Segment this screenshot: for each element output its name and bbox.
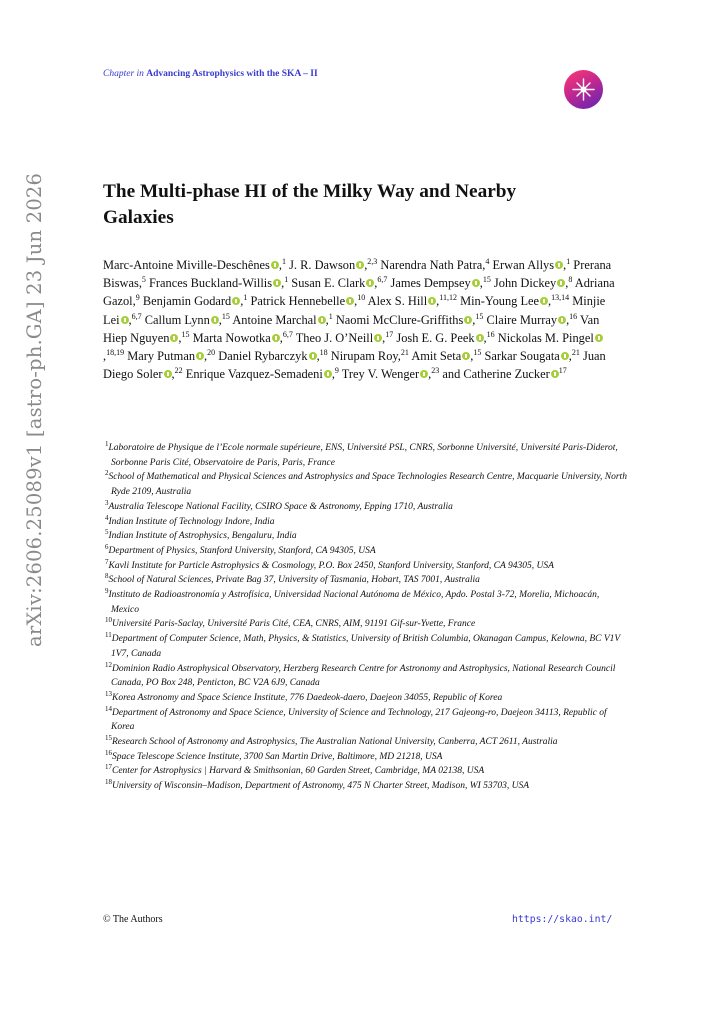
author-affiliation-mark: 17	[558, 366, 567, 376]
author-entry: John Dickey ,$^8$	[493, 275, 573, 291]
affiliation-text: School of Mathematical and Physical Sciences and Astrophysics and Space Technologies Research Centre, Macquarie University, North Ryde 2109, Australia	[108, 472, 627, 498]
orcid-icon[interactable]	[540, 297, 548, 305]
author-affiliation-mark: 15	[473, 347, 482, 357]
author-name: Mary Putman	[127, 349, 196, 364]
author-name: Nirupam Roy	[330, 349, 398, 364]
author-entry: Van Hiep Nguyen ,$^{15}$	[103, 312, 600, 345]
arxiv-id[interactable]: arXiv:2606.25089v1 [astro-ph.GA] 23 Jun 2026	[23, 172, 46, 647]
orcid-icon[interactable]	[561, 352, 569, 360]
author-entry: Juan Diego Soler ,$^{22}$	[103, 349, 606, 382]
orcid-icon[interactable]	[211, 316, 219, 324]
author-affiliation-mark: 1	[281, 256, 286, 266]
author-entry: Prerana Biswas,$^5$	[103, 258, 612, 291]
author-entry: Patrick Hennebelle ,$^{10}$	[250, 293, 366, 309]
affiliation-text: Indian Institute of Astrophysics, Bengaluru, India	[108, 531, 297, 542]
orcid-icon[interactable]	[420, 370, 428, 378]
author-affiliation-mark: 10	[357, 293, 366, 303]
chapter-book-title[interactable]: Advancing Astrophysics with the SKA – II	[146, 69, 318, 79]
author-affiliation-mark: 18	[319, 347, 328, 357]
author-entry: Josh E. G. Peek ,$^{16}$	[396, 329, 495, 345]
author-name: Trey V. Wenger	[341, 367, 420, 382]
affiliation-item	[103, 573, 628, 588]
author-affiliation-mark: 6,7	[377, 275, 388, 285]
author-affiliation-mark: 16	[486, 329, 495, 339]
author-entry: J. R. Dawson ,$^{2,3}$	[289, 256, 378, 272]
affiliation-text: Department of Physics, Stanford University, Stanford, CA 94305, USA	[108, 545, 376, 556]
author-name: James Dempsey	[390, 276, 471, 291]
orcid-icon[interactable]	[196, 352, 204, 360]
affiliation-text: Research School of Astronomy and Astrophysics, The Australian National University, Canberra, ACT 2611, Australia	[112, 737, 558, 748]
author-affiliation-mark: 22	[174, 366, 183, 376]
author-name: Theo J. O’Neill	[295, 330, 374, 345]
author-affiliation-mark: 5	[141, 275, 146, 285]
author-entry: Daniel Rybarczyk ,$^{18}$	[218, 347, 328, 364]
affiliation-number: 17	[105, 763, 112, 772]
author-name: Patrick Hennebelle	[250, 294, 346, 309]
orcid-icon[interactable]	[558, 316, 566, 324]
affiliation-number: 1	[105, 439, 109, 448]
author-affiliation-mark: 1	[243, 293, 248, 303]
affiliation-item	[103, 706, 628, 735]
affiliation-text: Instituto de Radioastronomía y Astrofísica, Universidad Nacional Autónoma de México, Apdo. Postal 3-72, Morelia, Michoacán, Mexico	[108, 590, 600, 615]
author-name: Prerana Biswas	[103, 258, 612, 291]
author-affiliation-mark: 15	[475, 311, 484, 321]
orcid-icon[interactable]	[555, 261, 563, 269]
author-name: Callum Lynn	[144, 312, 210, 327]
author-name: Benjamin Godard	[142, 294, 232, 309]
author-name: Naomi McClure-Griffiths	[335, 312, 464, 327]
author-name: Min-Young Lee	[460, 294, 540, 309]
affiliation-item	[103, 617, 628, 632]
author-name: Susan E. Clark	[291, 276, 366, 291]
affiliation-list	[103, 441, 628, 794]
affiliation-item	[103, 735, 628, 750]
author-affiliation-mark: 11,12	[439, 293, 457, 303]
affiliation-item	[103, 588, 628, 617]
author-name: Amit Seta	[411, 349, 462, 364]
author-entry: Antoine Marchal ,$^1$	[232, 311, 333, 327]
author-affiliation-mark: 17	[385, 329, 394, 339]
orcid-icon[interactable]	[356, 261, 364, 269]
affiliation-item	[103, 470, 628, 499]
author-name: Daniel Rybarczyk	[218, 349, 308, 364]
affiliation-text: Dominion Radio Astrophysical Observatory, Herzberg Research Centre for Astronomy and Astrophysics, National Research Council Canada, PO Box 248, Penticton, BC V2A 6J9, Canada	[111, 663, 616, 689]
author-entry: Callum Lynn ,$^{15}$	[144, 311, 230, 327]
author-entry: Amit Seta ,$^{15}$	[411, 347, 482, 364]
affiliation-number: 8	[105, 572, 109, 581]
author-entry: Benjamin Godard ,$^1$	[142, 293, 248, 309]
affiliation-item	[103, 500, 628, 515]
orcid-icon[interactable]	[557, 279, 565, 287]
affiliation-text: Space Telescope Science Institute, 3700 San Martin Drive, Baltimore, MD 21218, USA	[112, 751, 443, 762]
affiliation-item	[103, 779, 628, 794]
author-name: Enrique Vazquez-Semadeni	[185, 367, 323, 382]
author-entry: Marc-Antoine Miville-Deschênes ,$^1$	[103, 256, 286, 272]
author-entry: Marta Nowotka ,$^{6,7}$	[192, 329, 293, 345]
ska-logo	[564, 70, 603, 109]
author-entry: Minjie Lei ,$^{6,7}$	[103, 294, 606, 327]
orcid-icon[interactable]	[428, 297, 436, 305]
author-entry: Naomi McClure-Griffiths ,$^{15}$	[335, 311, 484, 327]
affiliation-number: 10	[105, 616, 112, 625]
affiliation-number: 7	[105, 557, 109, 566]
affiliation-number: 4	[105, 513, 109, 522]
author-name: Antoine Marchal	[232, 312, 317, 327]
star-burst-icon	[564, 70, 603, 109]
orcid-icon[interactable]	[121, 316, 129, 324]
author-affiliation-mark: 15	[221, 311, 230, 321]
orcid-icon[interactable]	[366, 279, 374, 287]
author-affiliation-mark: 1	[566, 256, 571, 266]
author-entry: James Dempsey ,$^{15}$	[390, 275, 491, 291]
affiliation-text: Department of Astronomy and Space Science, University of Science and Technology, 217 Gajeong-ro, Daejeon 34113, Republic of Korea	[111, 707, 607, 733]
affiliation-item	[103, 662, 628, 691]
affiliation-item	[103, 750, 628, 765]
author-affiliation-mark: 23	[431, 366, 440, 376]
orcid-icon[interactable]	[271, 261, 279, 269]
affiliation-text: Université Paris-Saclay, Université Paris Cité, CEA, CNRS, AIM, 91191 Gif-sur-Yvette, France	[112, 619, 476, 630]
author-affiliation-mark: 18,19	[106, 347, 125, 357]
affiliation-number: 9	[105, 586, 109, 595]
chapter-prefix: Chapter in	[103, 69, 144, 79]
author-affiliation-mark: 9	[135, 293, 140, 303]
author-name: Alex S. Hill	[367, 294, 428, 309]
orcid-icon[interactable]	[232, 297, 240, 305]
affiliation-text: Australia Telescope National Facility, CSIRO Space & Astronomy, Epping 1710, Australia	[108, 501, 453, 512]
author-entry: Trey V. Wenger ,$^{23}$	[341, 366, 440, 382]
orcid-icon[interactable]	[462, 352, 470, 360]
affiliation-number: 13	[105, 689, 112, 698]
orcid-icon[interactable]	[374, 334, 382, 342]
affiliation-text: School of Natural Sciences, Private Bag 37, University of Tasmania, Hobart, TAS 7001, Australia	[108, 575, 480, 586]
author-affiliation-mark: 15	[482, 275, 491, 285]
arxiv-stamp	[20, 172, 46, 647]
author-name: Marc-Antoine Miville-Deschênes	[103, 258, 270, 272]
author-name: Van Hiep Nguyen	[103, 312, 600, 345]
author-entry: Nirupam Roy,$^{21}$	[330, 347, 409, 364]
author-entry: Frances Buckland-Willis ,$^1$	[149, 275, 289, 291]
author-name: Narendra Nath Patra	[380, 258, 483, 272]
author-entry: Mary Putman ,$^{20}$	[127, 347, 216, 364]
author-name: Frances Buckland-Willis	[149, 276, 273, 291]
orcid-icon[interactable]	[472, 279, 480, 287]
affiliation-text: Center for Astrophysics | Harvard & Smithsonian, 60 Garden Street, Cambridge, MA 02138, USA	[112, 766, 485, 777]
author-entry: Min-Young Lee ,$^{13,14}$	[460, 293, 570, 309]
affiliation-text: Korea Astronomy and Space Science Institute, 776 Daedeok-daero, Daejeon 34055, Republic of Korea	[112, 692, 503, 703]
author-list: Marc-Antoine Miville-Deschênes ,$^1$ J. R. Dawson ,$^{2,3}$ Narendra Nath Patra,$^4$ Erwan Allys ,$^1$ Prerana Biswas,$^5$ Frances Buckland-Willis ,$^1$ Susan E. Clark ,$^{6,7}$ James Dempsey ,$^{15}$ John Dickey ,$^8$ Adriana Gazol,$^9$ Benjamin Godard ,$^1$ Patrick Hennebelle ,$^{10}$ Alex S. Hill ,$^{11,12}$ Min-Young Lee ,$^{13,14}$ Minjie Lei ,$^{6,7}$ Callum Lynn ,$^{15}$ Antoine Marchal ,$^1$ Naomi McClure-Griffiths ,$^{15}$ Claire Murray ,$^{16}$ Van Hiep Nguyen ,$^{15}$ Marta Nowotka ,$^{6,7}$ Theo J. O’Neill ,$^{17}$ Josh E. G. Peek ,$^{16}$ Nickolas M. Pingel,$^{18,19}$ Mary Putman ,$^{20}$ Daniel Rybarczyk ,$^{18}$ Nirupam Roy,$^{21}$ Amit Seta ,$^{15}$ Sarkar Sougata ,$^{21}$ Juan Diego Soler ,$^{22}$ Enrique Vazquez-Semadeni ,$^9$ Trey V. Wenger ,$^{23}$ and Catherine Zucker $^{17}$	[103, 256, 615, 382]
author-name: Adriana Gazol	[103, 276, 615, 309]
affiliation-number: 3	[105, 498, 109, 507]
author-name: Nickolas M. Pingel	[497, 330, 594, 345]
affiliation-item	[103, 544, 628, 559]
author-entry: Theo J. O’Neill ,$^{17}$	[295, 329, 394, 345]
affiliation-item	[103, 441, 628, 470]
author-name: Juan Diego Soler	[103, 349, 606, 382]
orcid-icon[interactable]	[170, 334, 178, 342]
affiliation-item	[103, 529, 628, 544]
orcid-icon[interactable]	[551, 370, 559, 378]
author-entry: Narendra Nath Patra,$^4$	[380, 256, 490, 272]
author-entry	[463, 367, 566, 381]
orcid-icon[interactable]	[272, 334, 280, 342]
affiliation-number: 5	[105, 528, 109, 537]
affiliation-number: 6	[105, 542, 109, 551]
author-affiliation-mark: 6,7	[131, 311, 142, 321]
affiliation-text: Laboratoire de Physique de l’Ecole normale supérieure, ENS, Université PSL, CNRS, Sorbonne Université, Université Paris-Diderot, Sorbonne Paris Cité, Observatoire de Paris, Paris, France	[108, 443, 618, 468]
author-affiliation-mark: 21	[400, 347, 409, 357]
affiliation-item	[103, 691, 628, 706]
affiliation-text: University of Wisconsin–Madison, Department of Astronomy, 475 N Charter Street, Madison, WI 53703, USA	[112, 781, 530, 792]
copyright-notice: © The Authors	[103, 914, 163, 925]
author-entry: Adriana Gazol,$^9$	[103, 276, 615, 309]
author-affiliation-mark: 16	[569, 311, 578, 321]
author-name: Marta Nowotka	[192, 330, 271, 345]
author-entry: Nickolas M. Pingel,$^{18,19}$	[103, 331, 603, 363]
author-name: John Dickey	[493, 276, 557, 291]
author-affiliation-mark: 4	[485, 256, 490, 266]
orcid-icon[interactable]	[346, 297, 354, 305]
author-affiliation-mark: 20	[207, 347, 216, 357]
author-affiliation-mark: 13,14	[551, 293, 570, 303]
orcid-icon[interactable]	[309, 352, 317, 360]
author-name: Catherine Zucker	[463, 367, 550, 382]
author-affiliation-mark: 1	[328, 311, 333, 321]
affiliation-text: Kavli Institute for Particle Astrophysics & Cosmology, P.O. Box 2450, Stanford University, Stanford, CA 94305, USA	[108, 560, 554, 571]
affiliation-item	[103, 515, 628, 530]
affiliation-item	[103, 764, 628, 779]
author-entry: Enrique Vazquez-Semadeni ,$^9$	[185, 366, 339, 382]
affiliation-number: 14	[105, 704, 112, 713]
orcid-icon[interactable]	[464, 316, 472, 324]
orcid-icon[interactable]	[324, 370, 332, 378]
paper-title: The Multi-phase HI of the Milky Way and Nearby Galaxies	[103, 181, 517, 228]
author-entry: Erwan Allys ,$^1$	[492, 256, 571, 272]
author-affiliation-mark: 9	[334, 366, 339, 376]
author-name: Claire Murray	[486, 312, 558, 327]
affiliation-number: 12	[105, 660, 112, 669]
author-name: J. R. Dawson	[289, 258, 356, 272]
author-affiliation-mark: 6,7	[282, 329, 293, 339]
author-affiliation-mark: 21	[571, 347, 580, 357]
affiliation-text: Department of Computer Science, Math, Physics, & Statistics, University of British Columbia, Okanagan Campus, Kelowna, BC V1V 1V7, Canada	[111, 634, 621, 659]
author-affiliation-mark: 15	[181, 329, 190, 339]
orcid-icon[interactable]	[595, 334, 603, 342]
author-name: Josh E. G. Peek	[396, 330, 475, 345]
orcid-icon[interactable]	[318, 316, 326, 324]
orcid-icon[interactable]	[273, 279, 281, 287]
author-entry: Alex S. Hill ,$^{11,12}$	[367, 293, 457, 309]
author-affiliation-mark: 8	[568, 275, 573, 285]
affiliation-item	[103, 632, 628, 661]
affiliation-number: 18	[105, 778, 112, 787]
affiliation-text: Indian Institute of Technology Indore, India	[108, 516, 275, 527]
chapter-line	[103, 69, 318, 79]
affiliation-number: 16	[105, 748, 112, 757]
author-affiliation-mark: 2,3	[367, 256, 378, 266]
author-name: Minjie Lei	[103, 294, 606, 327]
author-entry: Claire Murray ,$^{16}$	[486, 311, 578, 327]
author-name: Erwan Allys	[492, 258, 555, 272]
author-entry: Sarkar Sougata ,$^{21}$	[484, 347, 580, 364]
affiliation-number: 11	[105, 630, 112, 639]
affiliation-item	[103, 559, 628, 574]
affiliation-number: 2	[105, 469, 109, 478]
orcid-icon[interactable]	[164, 370, 172, 378]
orcid-icon[interactable]	[476, 334, 484, 342]
footer-url-link[interactable]: https://skao.int/	[512, 914, 613, 925]
affiliation-number: 15	[105, 733, 112, 742]
author-name: Sarkar Sougata	[484, 349, 560, 364]
author-entry: Susan E. Clark ,$^{6,7}$	[291, 275, 388, 291]
author-affiliation-mark: 1	[284, 275, 289, 285]
